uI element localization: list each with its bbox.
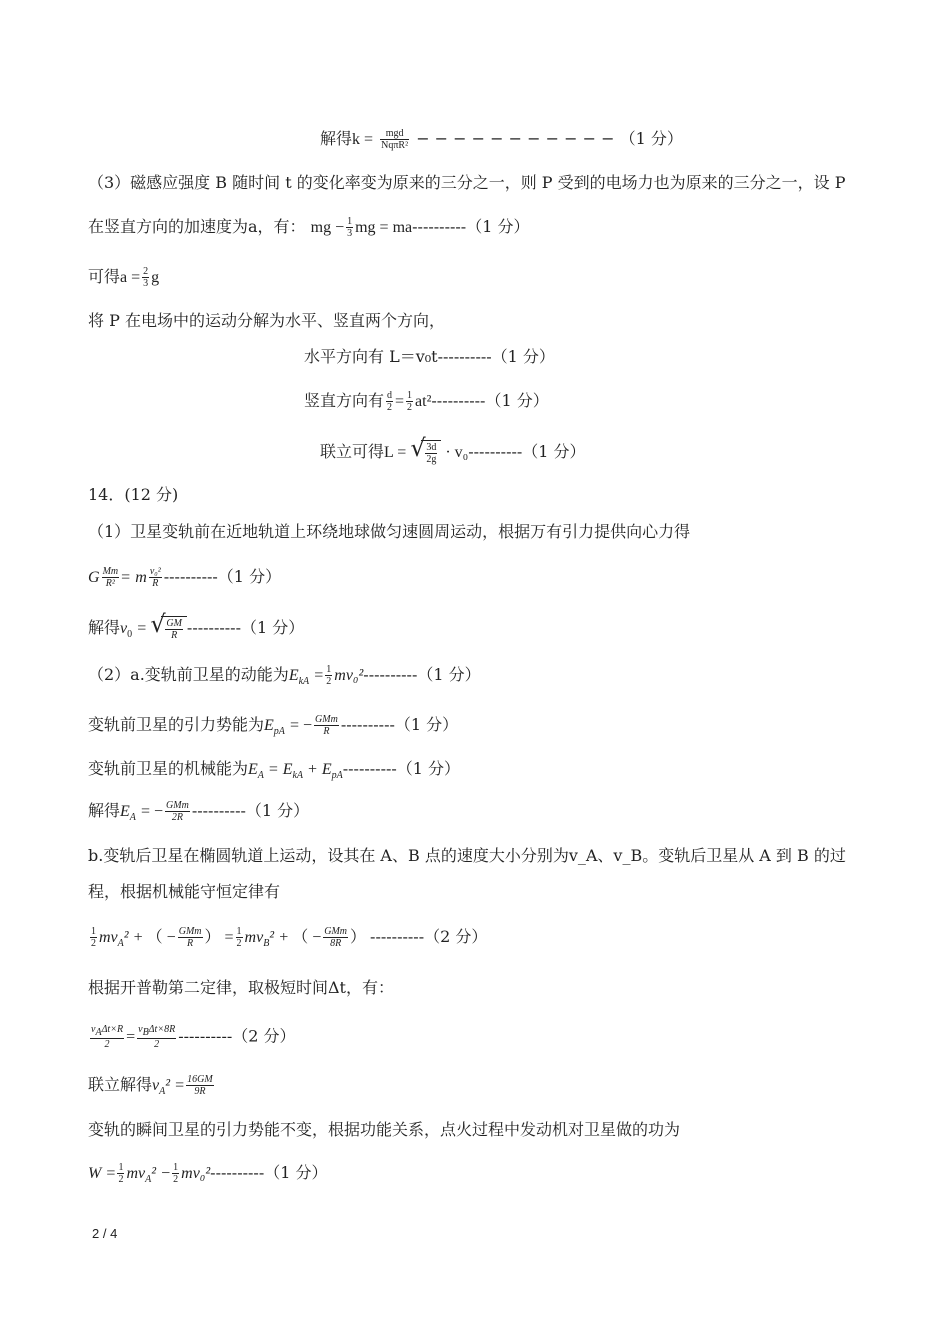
line-21: $\frac{v_A\Delta t\times R}{2}$ = $\frac{v_B\Delta t\times 8R}{2}$ ----------（2 分） — [91, 1024, 296, 1050]
line-6: 水平方向有 L＝v₀t----------（1 分） — [304, 347, 555, 366]
line-11: G $\frac{Mm}{\text{R²}}$ = m $\frac{\text{v₀²}}{R}$ ----------（1 分） — [88, 566, 282, 589]
line-19: $\frac{1}{2}$ $mv_A^2$ + （ − $\frac{\text{GMm}}{R}$ ） = $\frac{1}{2}$ $mv_B^2$ + （ − $\frac{\text{GMm}}{8R}$ ） ----------（2 分） — [91, 926, 488, 950]
line-12: 解得$v_0$ = √ $\frac{GM}{R}$ ----------（1 分） — [88, 616, 304, 646]
line-17: b.变轨后卫星在椭圆轨道上运动，设其在 A、B 点的速度大小分别为v_A、v_B。变轨后卫星从 A 到 B 的过 — [88, 846, 846, 865]
line-7: 竖直方向有 $\frac{d}{2}$ = $\frac{1}{2}$ at²----------（1 分） — [304, 390, 549, 413]
line-16: 解得$E_A$ = − $\frac{\text{GMm}}{2R}$ ----------（1 分） — [88, 800, 310, 824]
line-20: 根据开普勒第二定律，取极短时间Δt，有： — [88, 978, 394, 997]
line-5: 将 P 在电场中的运动分解为水平、竖直两个方向， — [88, 311, 445, 330]
line-18: 程，根据机械能守恒定律有 — [88, 882, 281, 901]
page-number: 2 / 4 — [92, 1226, 118, 1241]
line-9: 14．(12 分) — [88, 485, 179, 504]
line-2: （3）磁感应强度 B 随时间 t 的变化率变为原来的三分之一，则 P 受到的电场力也为原来的三分之一，设 P — [88, 173, 846, 192]
line-3: 在竖直方向的加速度为a，有： mg − $\frac{1}{3}$ mg = ma----------（1 分） — [88, 216, 530, 239]
line-4: 可得a = $\frac{2}{3}$ g — [88, 266, 160, 289]
line-13: （2）a.变轨前卫星的动能为$E_{kA}$ = $\frac{1}{2}$ mv₀²----------（1 分） — [88, 664, 481, 688]
line-1: 解得k = $\frac{\text{mgd}}{\text{NqπR²}}$ − − − − − − − − − − − （1 分） — [320, 128, 683, 151]
line-15: 变轨前卫星的机械能为$E_A = E_{kA} + E_{pA}----------(1$ 分） — [88, 759, 461, 782]
line-23: 变轨的瞬间卫星的引力势能不变，根据功能关系，点火过程中发动机对卫星做的功为 — [88, 1120, 681, 1139]
line-24: W = $\frac{1}{2}$ $mv_A^2$ − $\frac{1}{2}$ mv₀²----------（1 分） — [88, 1162, 328, 1186]
line-14: 变轨前卫星的引力势能为$E_{pA}$ = − $\frac{\text{GMm}}{R}$ ----------（1 分） — [88, 714, 459, 738]
line-10: （1）卫星变轨前在近地轨道上环绕地球做匀速圆周运动，根据万有引力提供向心力得 — [88, 522, 691, 541]
line-22: 联立解得$v_A^2$ = $\frac{16GM}{9R}$ — [88, 1074, 213, 1098]
line-8: 联立可得L = √ $\frac{3d}{2g}$ · v₀----------（1 分） — [320, 440, 586, 465]
